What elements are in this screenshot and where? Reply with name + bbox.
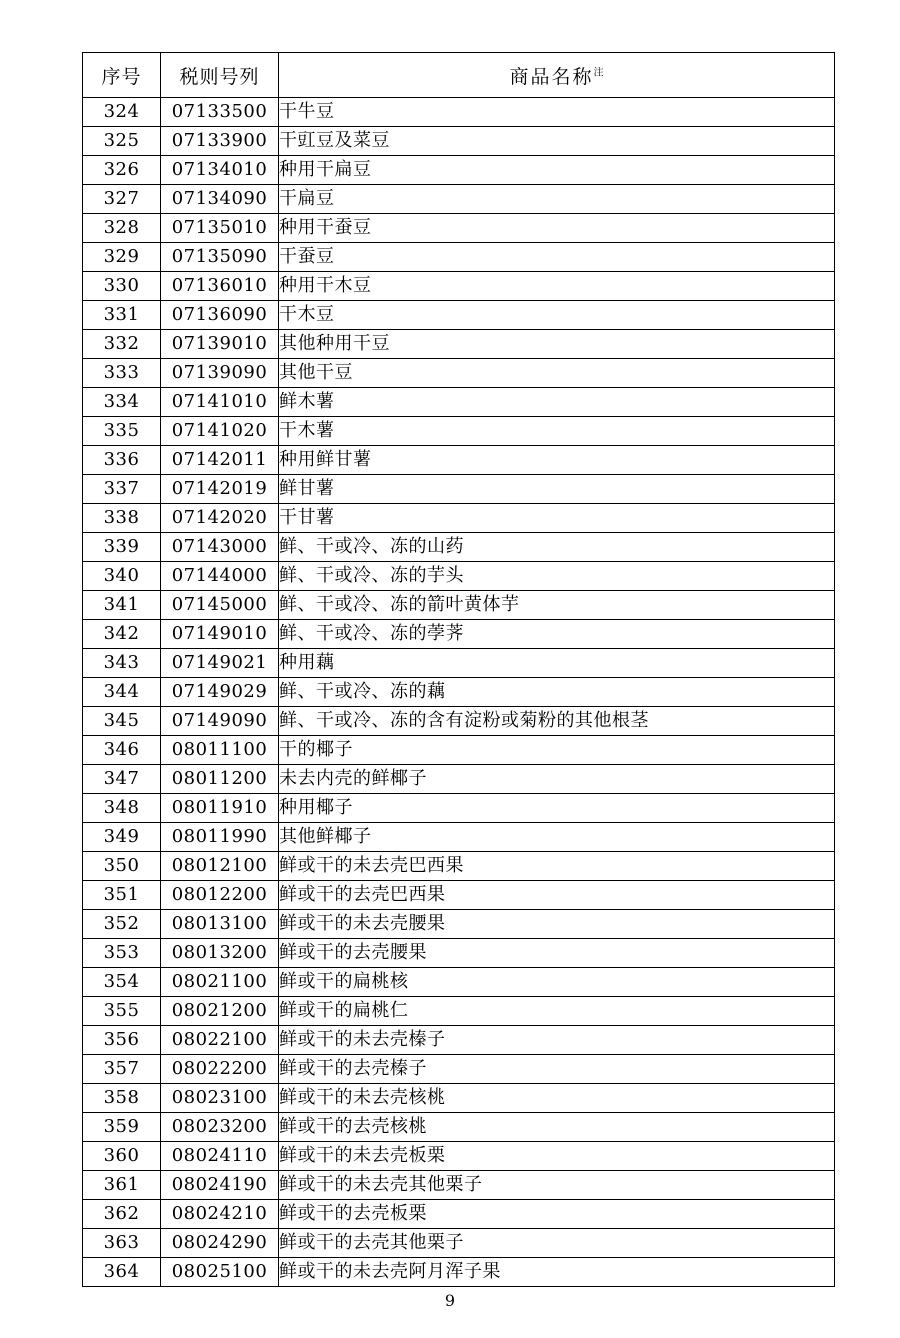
cell-seq: 344 bbox=[83, 678, 161, 707]
table-row bbox=[83, 98, 835, 127]
cell-commodity-name: 干牛豆 bbox=[279, 98, 835, 127]
table-row bbox=[83, 1113, 835, 1142]
table-row bbox=[83, 620, 835, 649]
table-row bbox=[83, 243, 835, 272]
cell-tariff-code: 07139090 bbox=[161, 359, 279, 388]
column-header-name-note: 注 bbox=[593, 67, 604, 79]
cell-tariff-code: 08011910 bbox=[161, 794, 279, 823]
cell-tariff-code: 07149029 bbox=[161, 678, 279, 707]
table-row bbox=[83, 156, 835, 185]
column-header-seq: 序号 bbox=[83, 53, 161, 98]
cell-tariff-code: 08023100 bbox=[161, 1084, 279, 1113]
cell-commodity-name: 种用藕 bbox=[279, 649, 835, 678]
cell-tariff-code: 07141010 bbox=[161, 388, 279, 417]
page-number: 9 bbox=[444, 1291, 456, 1310]
cell-commodity-name: 种用干扁豆 bbox=[279, 156, 835, 185]
table-row bbox=[83, 649, 835, 678]
cell-seq: 362 bbox=[83, 1200, 161, 1229]
cell-commodity-name: 未去内壳的鲜椰子 bbox=[279, 765, 835, 794]
table-row bbox=[83, 997, 835, 1026]
cell-seq: 334 bbox=[83, 388, 161, 417]
table-row bbox=[83, 794, 835, 823]
table-body bbox=[83, 98, 835, 1287]
table-row bbox=[83, 736, 835, 765]
cell-tariff-code: 07143000 bbox=[161, 533, 279, 562]
table-row bbox=[83, 881, 835, 910]
table-row bbox=[83, 214, 835, 243]
cell-tariff-code: 08024210 bbox=[161, 1200, 279, 1229]
cell-tariff-code: 08024110 bbox=[161, 1142, 279, 1171]
cell-commodity-name: 鲜或干的去壳榛子 bbox=[279, 1055, 835, 1084]
table-row bbox=[83, 939, 835, 968]
cell-seq: 329 bbox=[83, 243, 161, 272]
cell-seq: 353 bbox=[83, 939, 161, 968]
cell-tariff-code: 07136010 bbox=[161, 272, 279, 301]
cell-tariff-code: 08011100 bbox=[161, 736, 279, 765]
column-header-code: 税则号列 bbox=[161, 53, 279, 98]
cell-commodity-name: 鲜、干或冷、冻的箭叶黄体芋 bbox=[279, 591, 835, 620]
cell-seq: 359 bbox=[83, 1113, 161, 1142]
cell-seq: 360 bbox=[83, 1142, 161, 1171]
table-header-row bbox=[83, 53, 835, 98]
cell-commodity-name: 鲜或干的未去壳核桃 bbox=[279, 1084, 835, 1113]
cell-seq: 349 bbox=[83, 823, 161, 852]
cell-tariff-code: 07142011 bbox=[161, 446, 279, 475]
table-header bbox=[83, 53, 835, 98]
table-row bbox=[83, 127, 835, 156]
table-row bbox=[83, 823, 835, 852]
cell-commodity-name: 鲜或干的未去壳腰果 bbox=[279, 910, 835, 939]
cell-tariff-code: 08024290 bbox=[161, 1229, 279, 1258]
cell-tariff-code: 08025100 bbox=[161, 1258, 279, 1287]
cell-commodity-name: 干豇豆及菜豆 bbox=[279, 127, 835, 156]
table-row bbox=[83, 852, 835, 881]
cell-commodity-name: 鲜木薯 bbox=[279, 388, 835, 417]
table-row bbox=[83, 910, 835, 939]
table-row bbox=[83, 1084, 835, 1113]
table-row bbox=[83, 1229, 835, 1258]
cell-seq: 339 bbox=[83, 533, 161, 562]
cell-seq: 347 bbox=[83, 765, 161, 794]
tariff-table bbox=[82, 52, 835, 1287]
cell-seq: 338 bbox=[83, 504, 161, 533]
cell-tariff-code: 07135090 bbox=[161, 243, 279, 272]
cell-seq: 325 bbox=[83, 127, 161, 156]
cell-commodity-name: 鲜或干的未去壳板栗 bbox=[279, 1142, 835, 1171]
cell-commodity-name: 干木薯 bbox=[279, 417, 835, 446]
table-row bbox=[83, 330, 835, 359]
cell-commodity-name: 鲜或干的未去壳阿月浑子果 bbox=[279, 1258, 835, 1287]
column-header-name-text: 商品名称 bbox=[509, 65, 594, 88]
table-row bbox=[83, 1258, 835, 1287]
table-row bbox=[83, 359, 835, 388]
cell-seq: 333 bbox=[83, 359, 161, 388]
cell-commodity-name: 其他鲜椰子 bbox=[279, 823, 835, 852]
cell-commodity-name: 干的椰子 bbox=[279, 736, 835, 765]
cell-seq: 364 bbox=[83, 1258, 161, 1287]
cell-tariff-code: 07149021 bbox=[161, 649, 279, 678]
cell-commodity-name: 鲜或干的未去壳其他栗子 bbox=[279, 1171, 835, 1200]
cell-seq: 328 bbox=[83, 214, 161, 243]
table-row bbox=[83, 504, 835, 533]
cell-commodity-name: 鲜或干的去壳腰果 bbox=[279, 939, 835, 968]
table-row bbox=[83, 417, 835, 446]
cell-tariff-code: 08013200 bbox=[161, 939, 279, 968]
cell-seq: 341 bbox=[83, 591, 161, 620]
cell-tariff-code: 08021200 bbox=[161, 997, 279, 1026]
table-row bbox=[83, 388, 835, 417]
cell-seq: 337 bbox=[83, 475, 161, 504]
cell-seq: 335 bbox=[83, 417, 161, 446]
table-row bbox=[83, 562, 835, 591]
cell-commodity-name: 干扁豆 bbox=[279, 185, 835, 214]
cell-tariff-code: 07135010 bbox=[161, 214, 279, 243]
cell-tariff-code: 08011200 bbox=[161, 765, 279, 794]
cell-seq: 331 bbox=[83, 301, 161, 330]
table-row bbox=[83, 968, 835, 997]
cell-seq: 348 bbox=[83, 794, 161, 823]
cell-tariff-code: 08023200 bbox=[161, 1113, 279, 1142]
cell-commodity-name: 鲜、干或冷、冻的含有淀粉或菊粉的其他根茎 bbox=[279, 707, 835, 736]
cell-commodity-name: 鲜或干的未去壳榛子 bbox=[279, 1026, 835, 1055]
cell-tariff-code: 07133500 bbox=[161, 98, 279, 127]
cell-commodity-name: 鲜或干的去壳巴西果 bbox=[279, 881, 835, 910]
cell-seq: 324 bbox=[83, 98, 161, 127]
cell-commodity-name: 鲜或干的去壳核桃 bbox=[279, 1113, 835, 1142]
cell-tariff-code: 07149010 bbox=[161, 620, 279, 649]
table-row bbox=[83, 1055, 835, 1084]
cell-seq: 336 bbox=[83, 446, 161, 475]
cell-seq: 352 bbox=[83, 910, 161, 939]
cell-tariff-code: 07145000 bbox=[161, 591, 279, 620]
cell-commodity-name: 干蚕豆 bbox=[279, 243, 835, 272]
table-row bbox=[83, 475, 835, 504]
cell-tariff-code: 08022100 bbox=[161, 1026, 279, 1055]
cell-tariff-code: 07134090 bbox=[161, 185, 279, 214]
column-header-name bbox=[279, 53, 835, 98]
table-row bbox=[83, 1200, 835, 1229]
cell-commodity-name: 鲜、干或冷、冻的荸荠 bbox=[279, 620, 835, 649]
cell-tariff-code: 07142019 bbox=[161, 475, 279, 504]
cell-seq: 343 bbox=[83, 649, 161, 678]
cell-commodity-name: 种用干木豆 bbox=[279, 272, 835, 301]
cell-tariff-code: 07144000 bbox=[161, 562, 279, 591]
table-row bbox=[83, 301, 835, 330]
table-row bbox=[83, 1026, 835, 1055]
cell-commodity-name: 种用椰子 bbox=[279, 794, 835, 823]
cell-commodity-name: 鲜、干或冷、冻的芋头 bbox=[279, 562, 835, 591]
cell-tariff-code: 07136090 bbox=[161, 301, 279, 330]
cell-tariff-code: 08022200 bbox=[161, 1055, 279, 1084]
table-row bbox=[83, 1142, 835, 1171]
cell-tariff-code: 08011990 bbox=[161, 823, 279, 852]
cell-tariff-code: 08012100 bbox=[161, 852, 279, 881]
cell-commodity-name: 鲜或干的去壳板栗 bbox=[279, 1200, 835, 1229]
cell-tariff-code: 07149090 bbox=[161, 707, 279, 736]
cell-seq: 350 bbox=[83, 852, 161, 881]
cell-commodity-name: 鲜或干的去壳其他栗子 bbox=[279, 1229, 835, 1258]
cell-seq: 351 bbox=[83, 881, 161, 910]
cell-seq: 345 bbox=[83, 707, 161, 736]
table-row bbox=[83, 533, 835, 562]
cell-commodity-name: 其他种用干豆 bbox=[279, 330, 835, 359]
cell-commodity-name: 鲜甘薯 bbox=[279, 475, 835, 504]
cell-tariff-code: 07142020 bbox=[161, 504, 279, 533]
cell-seq: 346 bbox=[83, 736, 161, 765]
cell-seq: 357 bbox=[83, 1055, 161, 1084]
cell-tariff-code: 08013100 bbox=[161, 910, 279, 939]
cell-tariff-code: 07141020 bbox=[161, 417, 279, 446]
cell-seq: 340 bbox=[83, 562, 161, 591]
cell-commodity-name: 鲜、干或冷、冻的藕 bbox=[279, 678, 835, 707]
table-row bbox=[83, 1171, 835, 1200]
cell-seq: 342 bbox=[83, 620, 161, 649]
cell-tariff-code: 08024190 bbox=[161, 1171, 279, 1200]
table-row bbox=[83, 678, 835, 707]
cell-seq: 358 bbox=[83, 1084, 161, 1113]
cell-commodity-name: 其他干豆 bbox=[279, 359, 835, 388]
cell-commodity-name: 干甘薯 bbox=[279, 504, 835, 533]
cell-tariff-code: 08012200 bbox=[161, 881, 279, 910]
cell-seq: 330 bbox=[83, 272, 161, 301]
cell-commodity-name: 鲜或干的扁桃仁 bbox=[279, 997, 835, 1026]
table-row bbox=[83, 446, 835, 475]
cell-seq: 355 bbox=[83, 997, 161, 1026]
cell-commodity-name: 鲜或干的未去壳巴西果 bbox=[279, 852, 835, 881]
cell-seq: 326 bbox=[83, 156, 161, 185]
cell-seq: 361 bbox=[83, 1171, 161, 1200]
table-row bbox=[83, 591, 835, 620]
cell-seq: 354 bbox=[83, 968, 161, 997]
cell-seq: 327 bbox=[83, 185, 161, 214]
table-row bbox=[83, 765, 835, 794]
table-row bbox=[83, 185, 835, 214]
table-row bbox=[83, 707, 835, 736]
cell-commodity-name: 干木豆 bbox=[279, 301, 835, 330]
cell-commodity-name: 种用鲜甘薯 bbox=[279, 446, 835, 475]
cell-tariff-code: 07134010 bbox=[161, 156, 279, 185]
cell-commodity-name: 种用干蚕豆 bbox=[279, 214, 835, 243]
table-row bbox=[83, 272, 835, 301]
cell-seq: 332 bbox=[83, 330, 161, 359]
cell-tariff-code: 08021100 bbox=[161, 968, 279, 997]
cell-tariff-code: 07133900 bbox=[161, 127, 279, 156]
cell-commodity-name: 鲜、干或冷、冻的山药 bbox=[279, 533, 835, 562]
cell-seq: 363 bbox=[83, 1229, 161, 1258]
cell-seq: 356 bbox=[83, 1026, 161, 1055]
cell-commodity-name: 鲜或干的扁桃核 bbox=[279, 968, 835, 997]
cell-tariff-code: 07139010 bbox=[161, 330, 279, 359]
